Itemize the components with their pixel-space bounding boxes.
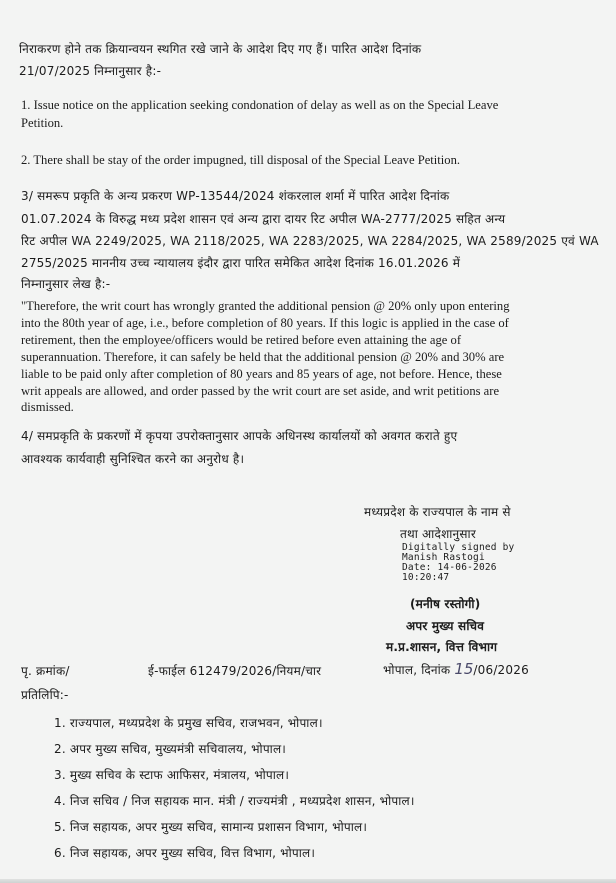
place-date <box>383 660 529 679</box>
quote-line-1: "Therefore, the writ court has wrongly granted the additional pension @ 20% only upon entering <box>21 299 510 313</box>
para4-line-2: आवश्यक कार्यवाही सुनिश्चित करने का अनुरोध है। <box>21 452 245 466</box>
quote-line-4: superannuation. Therefore, it can safely be held that the additional pension @ 20% and 30% are <box>21 350 505 364</box>
quote-line-6: writ appeals are allowed, and order passed by the writ court are set aside, and writ petitions are <box>21 384 500 398</box>
para3-line-3: रिट अपील WA 2249/2025, WA 2118/2025, WA 2283/2025, WA 2284/2025, WA 2589/2025 एवं WA <box>21 234 599 248</box>
para3-line-1: 3/ समरूप प्रकृति के अन्य प्रकरण WP-13544/2024 शंकरलाल शर्मा में पारित आदेश दिनांक <box>21 189 450 203</box>
para3-line-5: निम्नानुसार लेख है:- <box>21 277 111 291</box>
signatory-department: म.प्र.शासन, वित्त विभाग <box>386 640 498 654</box>
digital-signature-line-1: Digitally signed by <box>402 542 515 553</box>
copy-item-1: 1. राज्यपाल, मध्यप्रदेश के प्रमुख सचिव, राजभवन, भोपाल। <box>54 716 323 730</box>
place-date-prefix: भोपाल, दिनांक <box>383 663 451 677</box>
para3-line-4: 2755/2025 माननीय उच्च न्यायालय इंदौर द्वारा पारित समेकित आदेश दिनांक 16.01.2026 में <box>21 256 461 270</box>
order-line: तथा आदेशानुसार <box>400 527 476 541</box>
quote-line-2: into the 80th year of age, i.e., before completion of 80 years. If this logic is applied in the case of <box>21 316 509 330</box>
copy-item-2: 2. अपर मुख्य सचिव, मुख्यमंत्री सचिवालय, भोपाल। <box>54 742 287 756</box>
governor-line: मध्यप्रदेश के राज्यपाल के नाम से <box>364 505 511 519</box>
intro-line-2: 21/07/2025 निम्नानुसार है:- <box>19 64 162 78</box>
digital-signature-line-3: Date: 14-06-2026 <box>402 562 497 573</box>
efile-number: ई-फाईल 612479/2026/नियम/चार <box>148 664 322 678</box>
para3-line-2: 01.07.2024 के विरुद्ध मध्य प्रदेश शासन एवं अन्य द्वारा दायर रिट अपील WA-2777/2025 सहित अन्य <box>21 212 506 226</box>
handwritten-date-day: 15 <box>454 660 474 678</box>
reference-number-label: पृ. क्रमांक/ <box>21 664 70 678</box>
quote-line-3: retirement, then the employee/officers would be retired before even attaining the age of <box>21 333 462 347</box>
signatory-designation: अपर मुख्य सचिव <box>406 619 485 633</box>
signatory-name: (मनीष रस्तोगी) <box>410 597 481 611</box>
order-item-1-line-1: 1. Issue notice on the application seeking condonation of delay as well as on the Special Leave <box>21 98 499 112</box>
date-rest: /06/2026 <box>473 663 529 677</box>
page-bottom-edge <box>0 879 616 883</box>
order-item-1-line-2: Petition. <box>21 116 64 130</box>
copy-item-6: 6. निज सहायक, अपर मुख्य सचिव, वित्त विभाग, भोपाल। <box>54 846 316 860</box>
intro-line-1: निराकरण होने तक क्रियान्वयन स्थगित रखे जाने के आदेश दिए गए हैं। पारित आदेश दिनांक <box>19 42 422 56</box>
copy-item-5: 5. निज सहायक, अपर मुख्य सचिव, सामान्य प्रशासन विभाग, भोपाल। <box>54 820 368 834</box>
copies-label: प्रतिलिपि:- <box>21 688 69 702</box>
copy-item-4: 4. निज सचिव / निज सहायक मान. मंत्री / राज्यमंत्री , मध्यप्रदेश शासन, भोपाल। <box>54 794 415 808</box>
order-item-2: 2. There shall be stay of the order impugned, till disposal of the Special Leave Petition. <box>21 153 461 167</box>
digital-signature-line-4: 10:20:47 <box>402 572 450 583</box>
digital-signature-line-2: Manish Rastogi <box>402 552 485 563</box>
quote-line-7: dismissed. <box>21 400 74 414</box>
quote-line-5: liable to be paid only after completion of 80 years and 85 years of age, not before. Hence, these <box>21 367 502 381</box>
copy-item-3: 3. मुख्य सचिव के स्टाफ आफिसर, मंत्रालय, भोपाल। <box>54 768 290 782</box>
para4-line-1: 4/ समप्रकृति के प्रकरणों में कृपया उपरोक्तानुसार आपके अधिनस्थ कार्यालयों को अवगत कराते हुए <box>21 429 458 443</box>
